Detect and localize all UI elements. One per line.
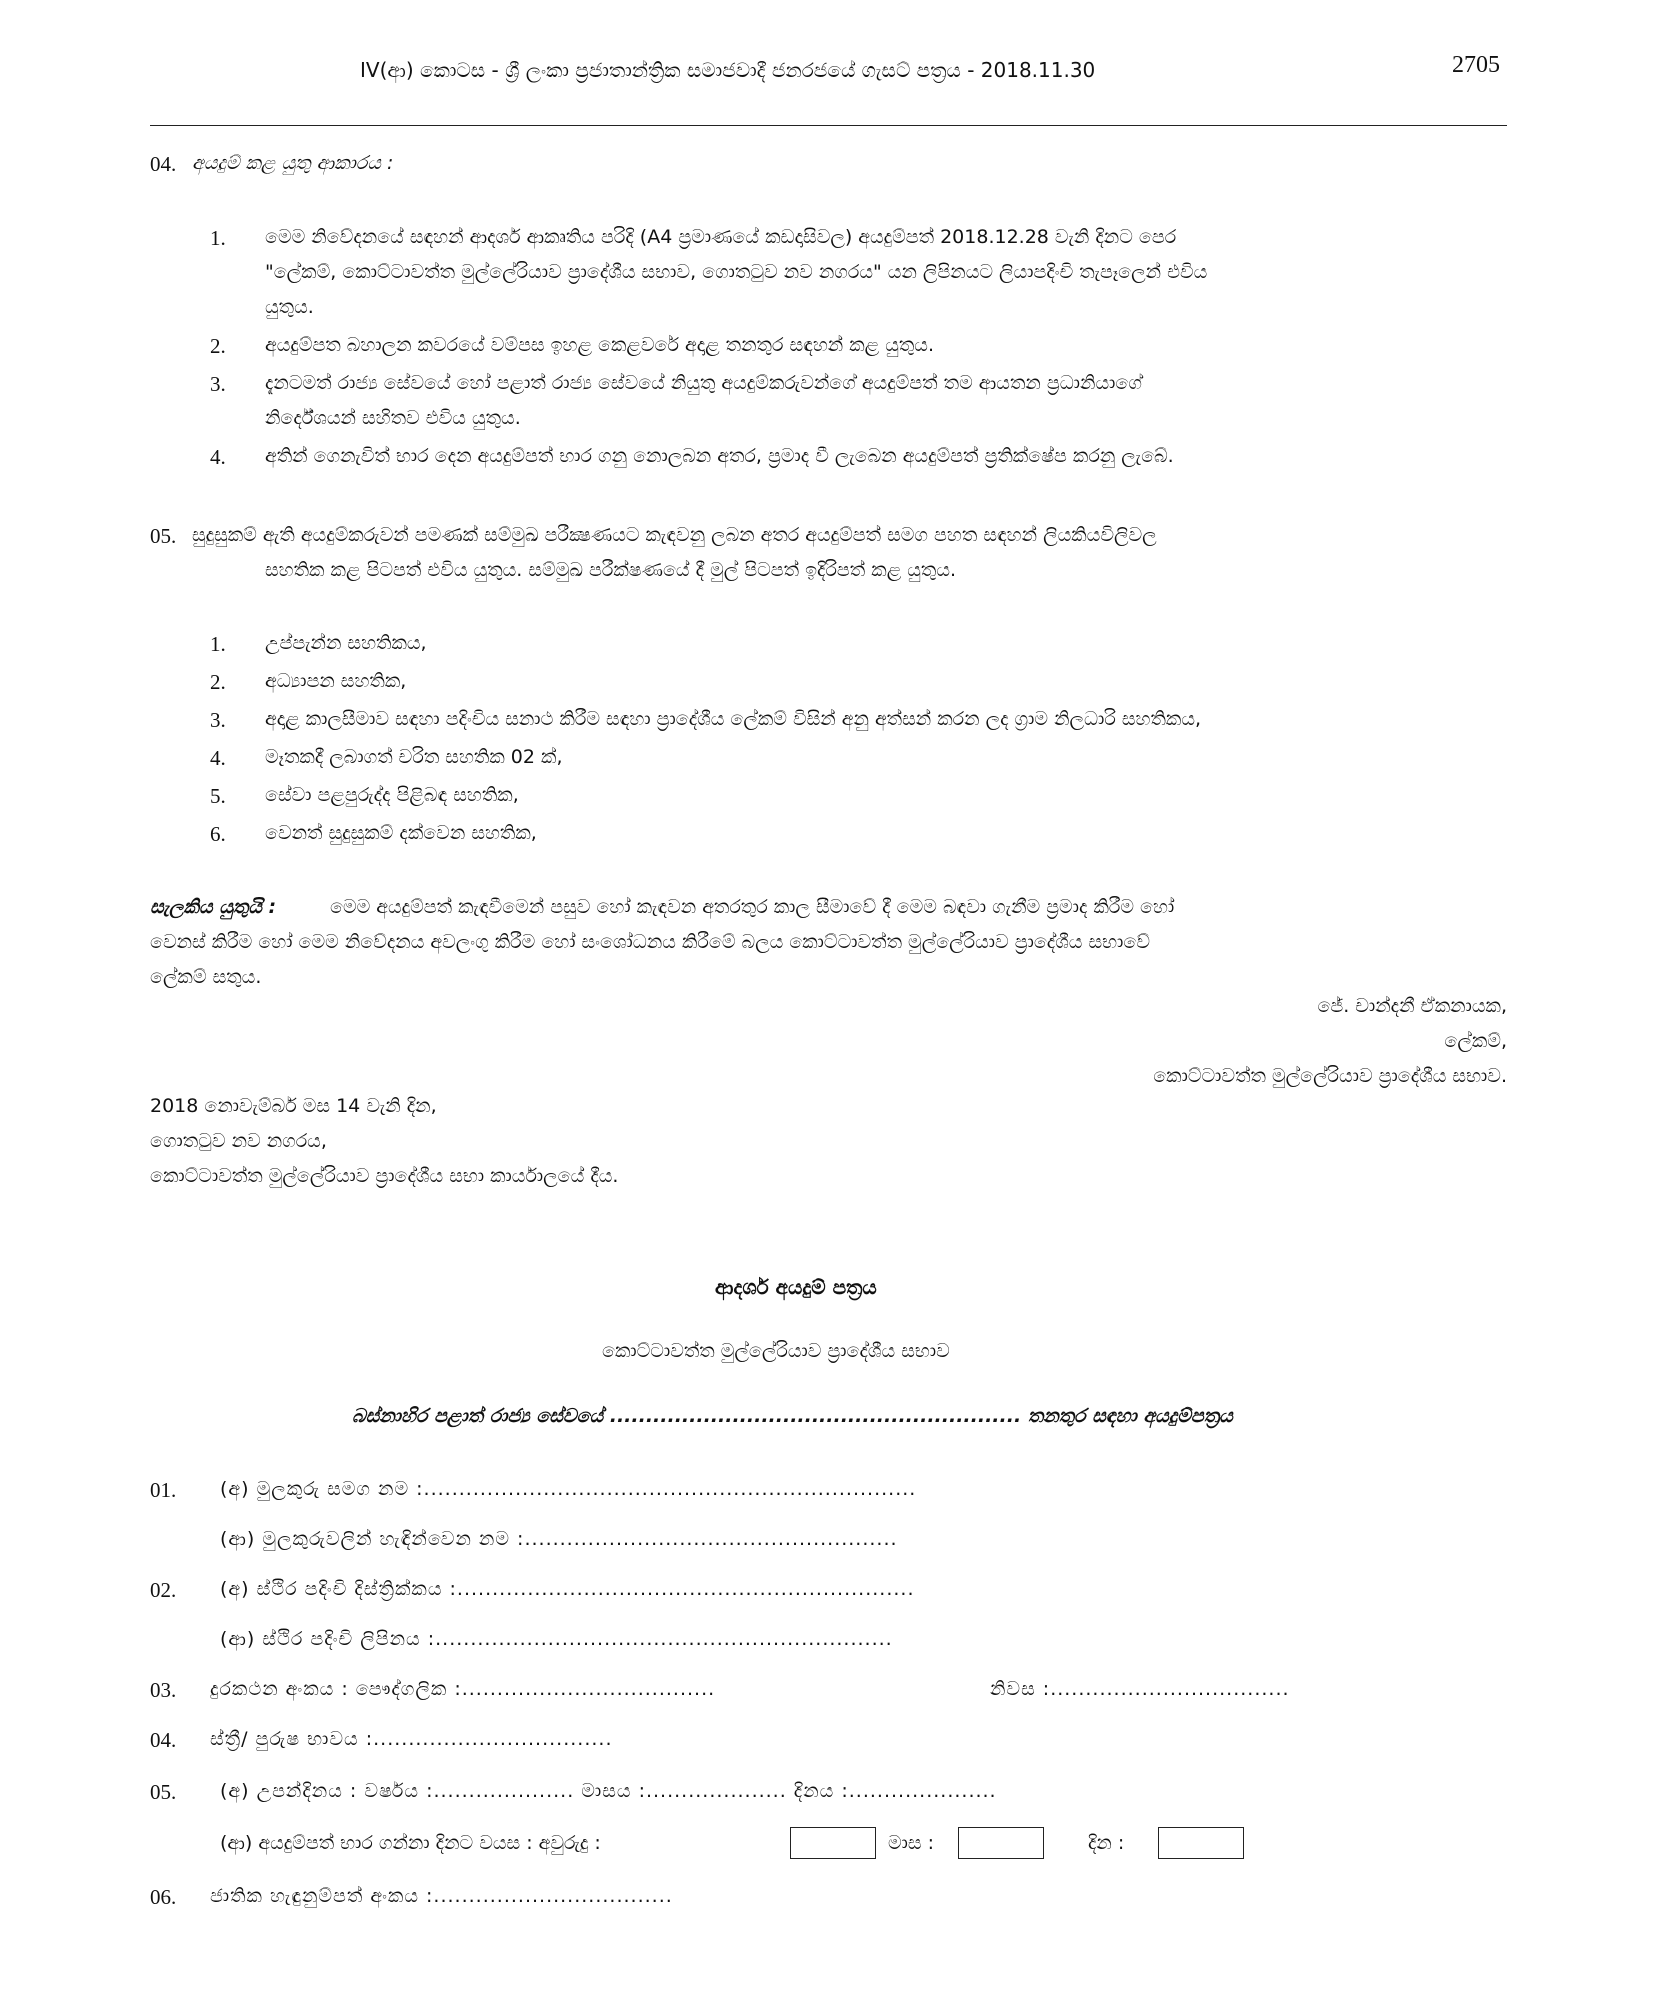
form-field-02a: (අ) ස්ථිර පදිංචි දිස්ත්‍රික්කය :.................................................................: [220, 1578, 915, 1600]
age-days-label: දින :: [1088, 1832, 1125, 1854]
form-field-01b: (ආ) මුලකුරුවලින් හැඳින්වෙන නම :.....................................................: [220, 1528, 898, 1550]
s05-item-6-text: වෙනත් සුදුසුකම් දක්වෙන සහතික,: [265, 822, 537, 844]
section-05-line-1: සුදුසුකම් ඇති අයදුම්කරුවන් පමණක් සම්මුඛ පරීක්‍ෂණයට කැඳවනු ලබන අතර අයදුම්පත් සමග පහත සඳහන් ලියකියවිලිවල: [192, 524, 1157, 546]
s04-item-2-number: 2.: [210, 334, 226, 358]
age-months-box[interactable]: [958, 1827, 1044, 1859]
note-label: සැලකිය යුතුයි :: [150, 896, 277, 918]
note-line-2: වෙනස් කිරීම හෝ මෙම නිවේදනය අවලංගු කිරීම හෝ සංශෝධනය කිරීමේ බලය කොට්ටාවත්ත මුල්ලේරියාව ප්‍රාදේශීය සභාවේ: [150, 931, 1150, 953]
dateline-date: 2018 නොවැම්බර් මස 14 වැනි දින,: [150, 1095, 437, 1117]
s04-item-1-line-1: මෙම නිවේදනයේ සඳහන් ආදර්ශ ආකෘතිය පරිදි (A4 ප්‍රමාණයේ කඩදාසිවල) අයදුම්පත් 2018.12.28 වැනි දිනට පෙර: [265, 226, 1177, 248]
section-04-number: 04.: [150, 152, 177, 176]
gazette-header-title: IV(ආ) කොටස - ශ්‍රී ලංකා ප්‍රජාතාන්ත්‍රික සමාජවාදී ජනරජයේ ගැසට් පත්‍රය - 2018.11.30: [360, 58, 1096, 82]
age-years-box[interactable]: [790, 1827, 876, 1859]
s04-item-3-number: 3.: [210, 372, 226, 396]
form-field-02-number: 02.: [150, 1578, 177, 1602]
form-field-03-number: 03.: [150, 1678, 177, 1702]
signatory-title: ලේකම්,: [1444, 1030, 1507, 1052]
form-title: ආදර්ශ අයදුම් පත්‍රය: [715, 1275, 877, 1299]
age-months-label: මාස :: [888, 1832, 935, 1854]
s04-item-1-number: 1.: [210, 226, 226, 250]
s04-item-4-number: 4.: [210, 445, 226, 469]
form-field-01-number: 01.: [150, 1478, 177, 1502]
form-field-06-nic: ජාතික හැඳුනුම්පත් අංකය :..................................: [210, 1885, 673, 1907]
s05-item-3-number: 3.: [210, 708, 226, 732]
s04-item-2-text: අයදුම්පත බහාලන කවරයේ වම්පස ඉහළ කෙළවරේ අදාළ තනතුර සඳහන් කළ යුතුය.: [265, 334, 935, 356]
dateline-place: ගොතටුව නව නගරය,: [150, 1130, 327, 1152]
form-field-02b: (ආ) ස්ථිර පදිංචි ලිපිනය :.................................................................: [220, 1628, 893, 1650]
s05-item-1-text: උප්පැන්න සහතිකය,: [265, 632, 427, 654]
s05-item-5-text: සේවා පළපුරුද්ද පිළිබඳ සහතික,: [265, 784, 519, 806]
header-rule: [150, 125, 1507, 126]
section-05-line-2: සහතික කළ පිටපත් එවිය යුතුය. සම්මුඛ පරීක්ෂණයේ දී මුල් පිටපත් ඉදිරිපත් කළ යුතුය.: [265, 559, 957, 581]
s04-item-3-line-2: නිර්දේශයන් සහිතව එවිය යුතුය.: [265, 407, 521, 429]
page-number: 2705: [1452, 52, 1500, 78]
form-post-line: බස්නාහිර පළාත් රාජ්‍ය සේවයේ ......................................................... තනතුර සඳහා අයදුම්පත්‍රය: [352, 1405, 1233, 1427]
note-line-1: මෙම අයදුම්පත් කැඳවීමෙන් පසුව හෝ කැඳවන අතරතුර කාල සීමාවේ දී මෙම බඳවා ගැනීම ප්‍රමාද කිරීම හෝ: [330, 896, 1175, 918]
s05-item-4-number: 4.: [210, 746, 226, 770]
s04-item-1-line-2: "ලේකම්, කොට්ටාවත්ත මුල්ලේරියාව ප්‍රාදේශීය සභාව, ගොතටුව නව නගරය" යන ලිපිනයට ලියාපදිංචි තැපෑලෙන් එවිය: [265, 261, 1208, 283]
form-field-01a: (අ) මුලකුරු සමග නම :......................................................................: [220, 1478, 917, 1500]
form-field-04-number: 04.: [150, 1728, 177, 1752]
form-field-06-number: 06.: [150, 1885, 177, 1909]
signatory-name: ජේ. චාන්දනී ඒකනායක,: [1317, 995, 1507, 1017]
s04-item-3-line-1: දැනටමත් රාජ්‍ය සේවයේ හෝ පළාත් රාජ්‍ය සේවයේ නියුතු අයදුම්කරුවන්ගේ අයදුම්පත් තම ආයතන ප්‍රධානියාගේ: [265, 372, 1142, 394]
s05-item-2-number: 2.: [210, 670, 226, 694]
signatory-organization: කොට්ටාවත්ත මුල්ලේරියාව ප්‍රාදේශීය සභාව.: [1153, 1065, 1507, 1087]
form-subtitle: කොට්ටාවත්ත මුල්ලේරියාව ප්‍රාදේශීය සභාව: [602, 1340, 950, 1362]
form-field-05-number: 05.: [150, 1780, 177, 1804]
form-field-03-home: නිවස :..................................: [990, 1678, 1290, 1700]
form-field-04-gender: ස්ත්‍රී/ පුරුෂ භාවය :..................................: [210, 1728, 613, 1750]
form-field-03-phone: දුරකථන අංකය : පෞද්ගලික :....................................: [210, 1678, 716, 1700]
s05-item-5-number: 5.: [210, 784, 226, 808]
s05-item-2-text: අධ්‍යාපන සහතික,: [265, 670, 407, 692]
section-05-number: 05.: [150, 524, 177, 548]
form-field-05a-birthdate: (අ) උපන්දිනය : වර්ෂය :.................... මාසය :.................... දිනය :.....................: [220, 1780, 997, 1802]
form-field-05b-age-label: (ආ) අයදුම්පත් භාර ගන්නා දිනට වයස : අවුරුදු :: [220, 1832, 601, 1854]
s05-item-3-text: අදාළ කාලසීමාව සඳහා පදිංචිය සනාථ කිරීම සඳහා ප්‍රාදේශීය ලේකම් විසින් අනු අත්සන් කරන ලද ග්‍රාම නිලධාරි සහතිකය,: [265, 708, 1202, 730]
s05-item-4-text: මෑතකදී ලබාගත් චරිත සහතික 02 ක්,: [265, 746, 563, 768]
dateline-office: කොට්ටාවත්ත මුල්ලේරියාව ප්‍රාදේශීය සභා කාර්යාලයේ දීය.: [150, 1165, 619, 1187]
s05-item-6-number: 6.: [210, 822, 226, 846]
s04-item-4-text: අතින් ගෙනැවිත් භාර දෙන අයදුම්පත් භාර ගනු නොලබන අතර, ප්‍රමාද වී ලැබෙන අයදුම්පත් ප්‍රතික්ෂේප කරනු ලැබේ.: [265, 445, 1174, 467]
s04-item-1-line-3: යුතුය.: [265, 296, 314, 318]
s05-item-1-number: 1.: [210, 632, 226, 656]
age-days-box[interactable]: [1158, 1827, 1244, 1859]
section-04-heading: අයදුම් කළ යුතු ආකාරය :: [192, 152, 394, 174]
note-line-3: ලේකම් සතුය.: [150, 966, 262, 988]
